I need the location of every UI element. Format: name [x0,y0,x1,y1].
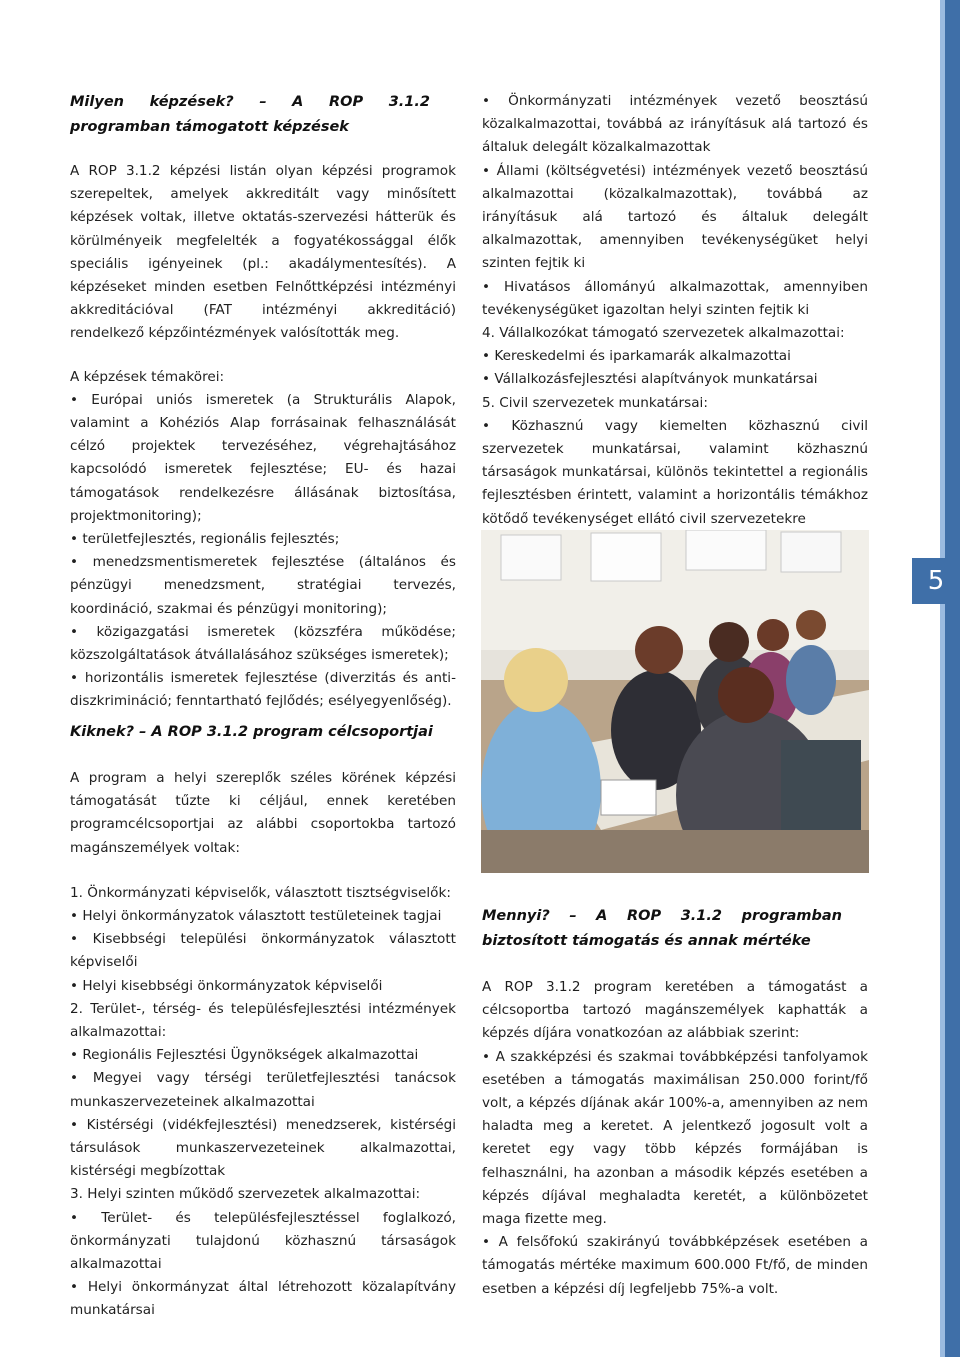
right-top-column [482,90,868,531]
group-item: • Kereskedelmi és iparkamarák alkalmazottai [482,348,791,365]
group-title: 2. Terület-, térség- és településfejlesztési intézmények alkalmazottai: [70,1000,456,1041]
topic-item: • horizontális ismeretek fejlesztése (diverzitás és anti-diszkrimináció; fenntartható fejlődés; esélyegyenlőség). [70,670,456,710]
topic-item: • menedzsmentismeretek fejlesztése (általános és pénzügyi menedzsment, stratégiai tervezés, koordináció, szakmai és pénzügyi monitoring); [70,554,456,617]
group-item: • Kistérségi (vidékfejlesztési) menedzserek, kistérségi társulások munkaszervezeteinek alkalmazottai, kistérségi megbízottak [70,1116,456,1180]
group-title: 5. Civil szervezetek munkatársai: [482,394,708,411]
group-item: • Helyi önkormányzat által létrehozott közalapítvány munkatársai [70,1279,456,1319]
group-item: • Önkormányzati intézmények vezető beosztású közalkalmazottai, továbbá az irányításuk alá tartozó és általuk delegált közalkalmazottak [482,93,868,156]
topic-item: • közigazgatási ismeretek (közszféra működése; közszolgáltatások átvállalásához szükséges ismeretek); [70,623,456,664]
topic-item: • Európai uniós ismeretek (a Strukturális Alapok, valamint a Kohéziós Alap forrásainak felhasználását célzó projektek tervezéséhez, végrehajtásához kapcsolódó ismeretek fejlesztése; EU- és hazai támogatások rendelkezésre állásának biztosítása, projektmonitoring); [70,391,456,524]
edge-stripe-dark [945,0,960,1357]
left-top-column [70,90,456,714]
intro-paragraph: A ROP 3.1.2 képzési listán olyan képzési programok szerepeltek, amelyek akkreditált vagy minősített képzések voltak, illetve oktatás-szervezési hátterük és körülményeik megfelelték a fogyatékossággal élők speciális igényeinek (pl.: akadálymentesítés). A képzéseket minden esetben Felnőttképzési intézményi akkreditációval (FAT intézményi akkreditáció) rendelkező képzőintézmények valósították meg. [70,163,456,342]
page-number-tab: 5 [912,558,960,604]
group-item: • Regionális Fejlesztési Ügynökségek alkalmazottai [70,1047,419,1064]
group-item: • Terület- és településfejlesztéssel foglalkozó, önkormányzati tulajdonú közhasznú társaságok alkalmazottai [70,1209,456,1273]
support-intro-paragraph: A ROP 3.1.2 program keretében a támogatást a célcsoportba tartozó magánszemélyek kaphatták a képzés díjára vonatkozóan az alábbiak szerint: [482,979,868,1042]
group-item: • Helyi önkormányzatok választott testületeinek tagjai [70,908,442,925]
group-title: 4. Vállalkozókat támogató szervezetek alkalmazottai: [482,325,845,342]
group-title: 1. Önkormányzati képviselők, választott tisztségviselők: [70,884,451,901]
section-heading-mennyi: Mennyi? – A ROP 3.1.2 programban biztosított támogatás és annak mértéke [482,908,842,949]
topic-item: • területfejlesztés, regionális fejlesztés; [70,531,340,548]
group-item: • Hivatásos állományú alkalmazottak, amennyiben tevékenységüket igazoltan helyi szinten fejtik ki [482,278,868,318]
group-item: • Kisebbségi települési önkormányzatok választott képviselői [70,931,456,971]
support-item: • A szakképzési és szakmai továbbképzési tanfolyamok esetében a támogatás maximálisan 250.000 forint/fő volt, a képzés díjának akár 100%-a, amennyiben az nem haladta meg a keretet. A jelentkező jogosult volt a keretet egy vagy több képzés formájában is felhasználni, ha azonban a második képzés esetében a képzés díjával meghaladta keretét, a különbözetet maga fizette meg. [482,1048,868,1228]
topics-intro: A képzések témakörei: [70,368,225,385]
right-bottom-column [482,904,868,1301]
support-item: • A felsőfokú szakirányú továbbképzések esetében a támogatás mértéke maximum 600.000 Ft/fő, de minden esetben a képzési díj legfeljebb 75%-a volt. [482,1234,868,1297]
section-heading-kiknek: Kiknek? – A ROP 3.1.2 program célcsoportjai [70,724,433,740]
target-intro-paragraph: A program a helyi szereplők széles körének képzési támogatását tűzte ki céljául, ennek keretében programcélcsoportjai az alábbi csoportokba tartozó magánszemélyek voltak: [70,770,456,856]
group-item: • Állami (költségvetési) intézmények vezető beosztású alkalmazottai (közalkalmazottak), továbbá az irányításuk alá tartozó és általuk delegált alkalmazottak, amennyiben tevékenységüket helyi szinten fejtik ki [482,162,868,272]
left-bottom-column [70,720,456,1323]
group-item: • Megyei vagy térségi területfejlesztési tanácsok munkaszervezeteinek alkalmazottai [70,1070,456,1110]
group-title: 3. Helyi szinten működő szervezetek alkalmazottai: [70,1186,421,1203]
group-item: • Vállalkozásfejlesztési alapítványok munkatársai [482,371,818,388]
classroom-photo [481,530,869,873]
section-heading-kepzesek: Milyen képzések? – A ROP 3.1.2 programban támogatott képzések [70,94,430,135]
group-item: • Közhasznú vagy kiemelten közhasznú civil szervezetek munkatársai, valamint közhasznú társaságok munkatársai, különös tekintettel a regionális fejlesztésben érintett, valamint a horizontális témákhoz kötődő tevékenységet ellátó civil szervezetekre [482,417,868,527]
group-item: • Helyi kisebbségi önkormányzatok képviselői [70,977,383,994]
